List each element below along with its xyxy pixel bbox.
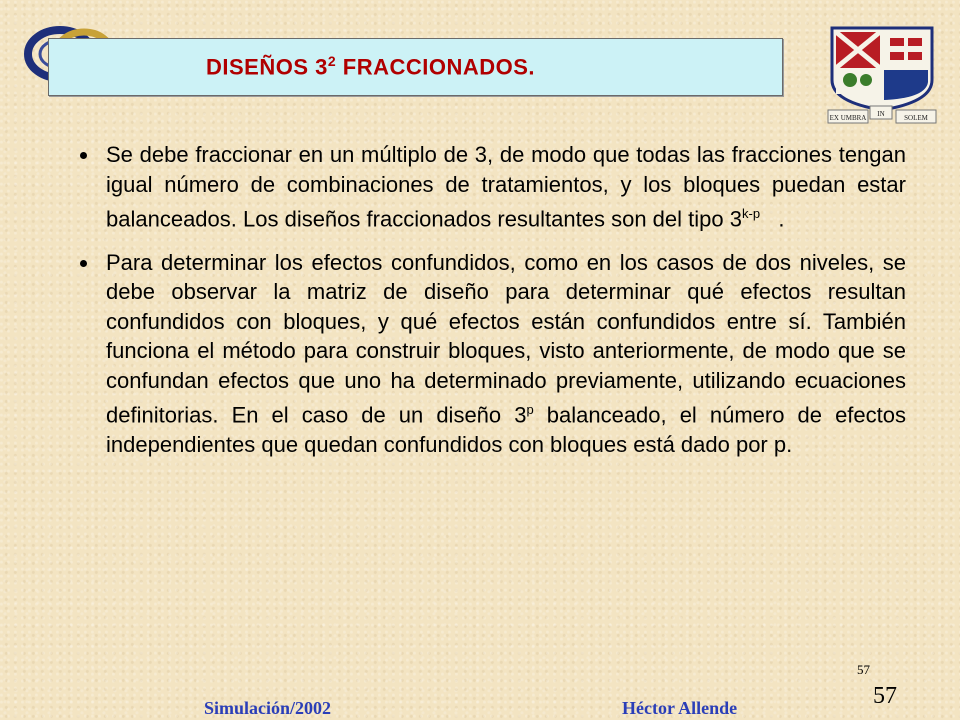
slide-number-small: 57 [857, 662, 870, 677]
footer-course: Simulación/2002 [204, 698, 332, 718]
bullet-item-1: Se debe fraccionar en un múltiplo de 3, de modo que todas las fracciones tengan igual número de combinaciones de tratamientos, y los bloques puedan estar balanceados. Los diseños fraccionados resultantes son del tipo 3$^{k-p}$ . [76, 140, 906, 234]
slide-title: DISEÑOS $3^2$ FRACCIONADOS. [205, 53, 536, 80]
bullet-icon [80, 152, 87, 159]
bullet-item-2: Para determinar los efectos confundidos, como en los casos de dos niveles, se debe observar la matriz de diseño para determinar qué efectos resultan confundidos con bloques, y qué efectos están confundidos entre sí. También funciona el método para construir bloques, visto anteriormente, de modo que se confundan efectos que uno ha determinado previamente, utilizando ecuaciones definitorias. En el caso de un diseño 3$^p$ balanceado, el número de efectos independientes que quedan confundidos con bloques está dado por p. [76, 248, 906, 460]
bullet-icon [80, 260, 87, 267]
title-box [48, 38, 783, 96]
footer-author: Héctor Allende [622, 698, 738, 718]
svg-text:IN: IN [877, 110, 885, 118]
svg-text:SOLEM: SOLEM [904, 114, 928, 122]
svg-text:EX UMBRA: EX UMBRA [829, 114, 867, 122]
slide-content [76, 140, 906, 474]
slide-number: 57 [873, 683, 897, 709]
university-crest-icon [826, 24, 938, 136]
